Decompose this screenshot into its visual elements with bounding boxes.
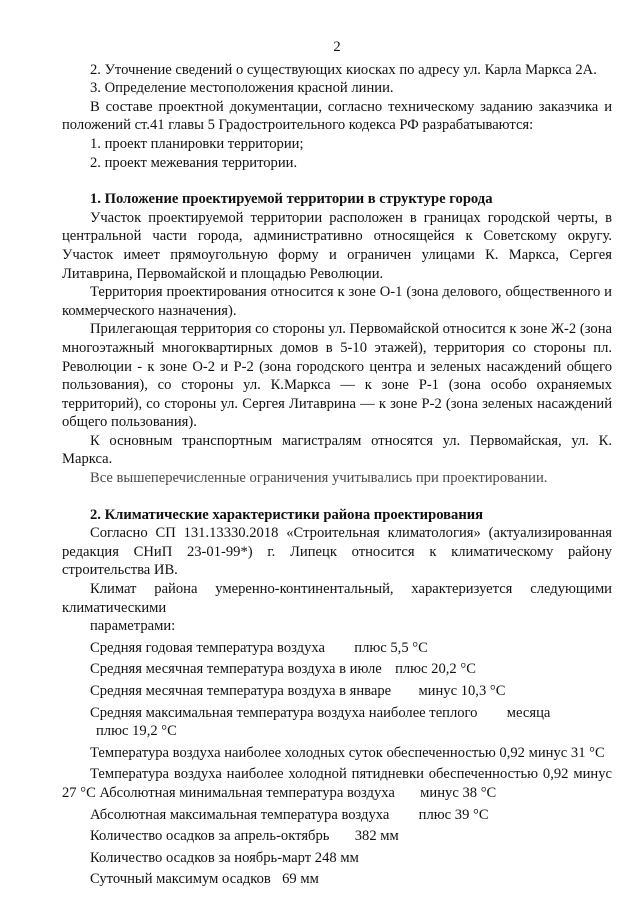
param-row <box>62 639 612 658</box>
documentation-paragraph: В составе проектной документации, согласно техническому заданию заказчика и положений ст.41 главы 5 Градостроительного кодекса РФ разрабатываются: <box>62 98 612 134</box>
param-label: Количество осадков за ноябрь-март 248 мм <box>90 849 359 866</box>
param-label: Средняя максимальная температура воздуха наиболее теплого <box>90 704 478 721</box>
section-1-paragraph: Все вышеперечисленные ограничения учитывались при проектировании. <box>90 470 548 487</box>
param-row <box>62 806 612 825</box>
param-value: 69 мм <box>282 871 319 888</box>
list-item-surveying: 2. проект межевания территории. <box>90 154 298 171</box>
param-value: плюс 39 °С <box>418 806 489 823</box>
param-label: Средняя годовая температура воздуха <box>90 639 325 656</box>
section-1-paragraph: К основным транспортным магистралям относятся ул. Первомайская, ул. К. Маркса. <box>62 432 612 468</box>
param-value: минус 10,3 °С <box>418 683 506 699</box>
list-item-red-line: 3. Определение местоположения красной линии. <box>90 80 394 97</box>
param-row <box>62 682 612 701</box>
section-2-heading: 2. Климатические характеристики района проектирования <box>90 506 484 523</box>
section-1-paragraph: Прилегающая территория со стороны ул. Первомайской относится к зоне Ж-2 (зона многоэтажный многоквартирных домов в 5-10 этажей), территория со стороны пл. Революции - к зоне О-2 и Р-2 (зона городского центра и зеленых насаждений общего пользования), со стороны ул. К.Маркса — к зоне Р-1 (зона особо охраняемых территорий), со стороны ул. Сергея Литаврина — к зоне Р-2 (зона зеленых насаждений общего пользования). <box>62 321 612 431</box>
param-value: плюс 5,5 °С <box>354 639 428 656</box>
param-value: плюс 19,2 °С <box>96 723 177 740</box>
param-cold-day: Температура воздуха наиболее холодных суток обеспеченностью 0,92 минус 31 °С <box>90 744 605 761</box>
section-1-paragraph: Территория проектирования относится к зоне О-1 (зона делового, общественного и коммерческого назначения). <box>62 284 612 319</box>
param-label: Средняя месячная температура воздуха в январе <box>90 683 392 699</box>
page-number: 2 <box>333 39 341 55</box>
params-label: параметрами: <box>90 618 176 635</box>
param-row <box>62 870 612 889</box>
param-label: Количество осадков за апрель-октябрь <box>90 828 330 845</box>
section-2-intro: Согласно СП 131.13330.2018 «Строительная климатология» (актуализированная редакция СНиП 23-01-99*) г. Липецк относится к климатическому району строительства ИВ. <box>62 525 612 579</box>
param-value: минус 38 °С <box>420 784 497 801</box>
param-label: Суточный максимум осадков <box>90 871 271 888</box>
param-row <box>62 827 612 846</box>
param-value: 382 мм <box>354 828 399 845</box>
list-item-planning: 1. проект планировки территории; <box>90 135 304 152</box>
param-row <box>62 849 612 868</box>
param-cold-five <box>62 765 612 802</box>
param-label: Температура воздуха наиболее холодной пятидневки обеспеченностью 0,92 минус 27 °С Абсолютная минимальная температура воздуха <box>62 766 612 801</box>
section-2-climate: Климат района умеренно-континентальный, характеризуется следующими климатическими <box>62 581 612 616</box>
param-label: Средняя месячная температура воздуха в июле <box>90 661 382 678</box>
param-row-max-warm <box>62 704 612 723</box>
param-label-month: месяца <box>506 704 551 721</box>
list-item-kiosks: 2. Уточнение сведений о существующих киосках по адресу ул. Карла Маркса 2А. <box>90 61 597 78</box>
section-1-heading: 1. Положение проектируемой территории в структуре города <box>90 191 493 208</box>
param-value: плюс 20,2 °С <box>395 661 476 678</box>
param-label: Абсолютная максимальная температура воздуха <box>90 806 390 823</box>
param-row <box>62 660 612 679</box>
section-1-paragraph: Участок проектируемой территории расположен в границах городской черты, в центральной части города, административно относящейся к Советскому округу. Участок имеет прямоугольную форму и ограничен улицами К. Маркса, Сергея Литаврина, Первомайской и площадью Революции. <box>62 209 612 282</box>
